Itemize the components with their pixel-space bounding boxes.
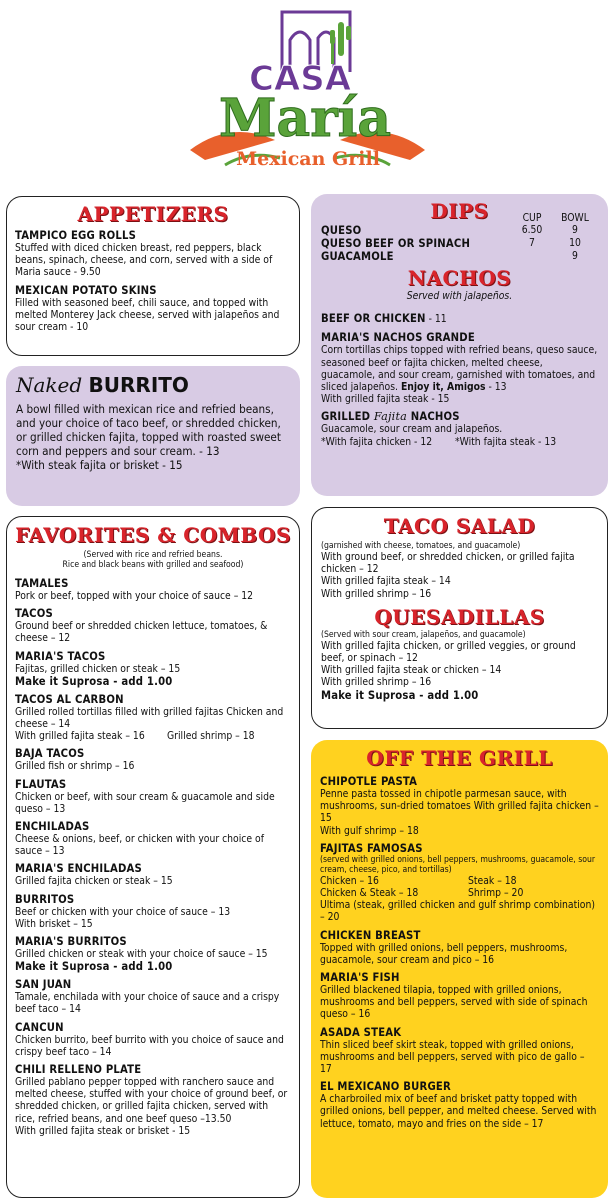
quesadillas-line: With grilled fajita steak or chicken – 14 <box>321 664 502 677</box>
favorite-item <box>15 693 291 743</box>
favorite-item <box>15 820 291 857</box>
taco-salad-title: TACO SALAD <box>383 514 536 538</box>
item-desc: Beef or chicken with your choice of sauce – 13 <box>15 905 231 918</box>
fajitas-ultima: Ultima (steak, grilled chicken and gulf shrimp combination) – 20 <box>320 899 595 924</box>
item-name: TAMPICO EGG ROLLS <box>15 229 137 242</box>
dip-cup: 6.50 <box>521 224 543 237</box>
dips-title: DIPS <box>430 199 489 223</box>
chipotle-extra: With gulf shrimp – 18 <box>320 824 419 837</box>
dips-col-cup: CUP <box>522 212 542 224</box>
item-name: TACOS <box>15 607 53 621</box>
favorite-item <box>15 893 291 930</box>
logo <box>0 0 615 190</box>
dips-nachos-panel <box>311 194 608 496</box>
item-name: TAMALES <box>15 577 69 590</box>
item-desc: Chicken burrito, beef burrito with you choice of sauce and crispy beef taco – 14 <box>15 1033 284 1058</box>
dip-bowl: 10 <box>569 237 581 250</box>
item-desc: Topped with grilled onions, bell peppers, mushrooms, guacamole, sour cream and pico – 16 <box>320 941 568 966</box>
dip-row <box>321 250 598 263</box>
favorites-panel <box>6 516 300 1198</box>
nachos-fajita-options <box>321 436 598 448</box>
favorites-list <box>15 577 291 1137</box>
dip-cup <box>512 250 552 263</box>
item-desc: With grilled fajita steak or brisket - 15 <box>15 1124 191 1137</box>
nachos-fajita-name <box>321 410 598 423</box>
item-desc: Fajitas, grilled chicken or steak – 15 <box>15 662 181 675</box>
chipotle-name: CHIPOTLE PASTA <box>320 775 418 788</box>
item-desc: Tamale, enchilada with your choice of sauce and a crispy beef taco – 14 <box>15 991 280 1016</box>
favorites-sub1: (Served with rice and refried beans. <box>83 550 223 560</box>
nachos-grande-text: Corn tortillas chips topped with refried beans, queso sauce, seasoned beef or fajita chicken, melted cheese, guacamole, and sour cream, garnished with tomatoes, and sliced jalapeños. <box>321 344 598 394</box>
item-suprosa: Make it Suprosa - add 1.00 <box>15 960 173 974</box>
favorite-item <box>15 978 291 1015</box>
dip-row <box>321 237 598 250</box>
burrito-title-rest: BURRITO <box>88 373 189 397</box>
nachos-beef-price: - 11 <box>425 313 447 326</box>
nachos-grande-steak: With grilled fajita steak - 15 <box>321 393 450 406</box>
nachos-fajita-desc: Guacamole, sour cream and jalapeños. <box>321 423 503 436</box>
item-desc: Grilled fajita chicken or steak – 15 <box>15 875 173 888</box>
item-desc: Grilled pablano pepper topped with ranchero sauce and melted cheese, stuffed with your choice of ground beef, or shredded chicken, or grilled fajita chicken, served with rice, refried beans, and one beef queso –13.50 <box>15 1076 288 1125</box>
grill-list <box>320 929 599 1130</box>
favorite-item <box>15 1063 291 1137</box>
item-desc: Filled with seasoned beef, chili sauce, and topped with melted Monterey Jack cheese, served with jalapeños and sour cream - 10 <box>15 296 280 334</box>
dip-bowl: 9 <box>572 250 578 263</box>
item-desc: Pork or beef, topped with your choice of sauce – 12 <box>15 590 254 602</box>
nachos-fajita-steak: *With fajita steak - 13 <box>455 435 557 448</box>
favorite-item <box>15 607 291 644</box>
appetizers-panel <box>6 196 300 356</box>
logo-maria: María <box>218 88 392 149</box>
nachos-grande-name: MARIA'S NACHOS GRANDE <box>321 331 475 345</box>
grill-item <box>320 1080 599 1130</box>
item-name: CHILI RELLENO PLATE <box>15 1063 142 1077</box>
item-name: EL MEXICANO BURGER <box>320 1080 451 1094</box>
grill-item <box>320 1026 599 1076</box>
dips-header <box>321 212 598 224</box>
dip-name: GUACAMOLE <box>321 250 394 264</box>
quesadillas-title: QUESADILLAS <box>374 604 545 629</box>
nachos-fajita-post: NACHOS <box>410 410 460 424</box>
nachos-fajita-italic: Fajita <box>373 410 408 424</box>
logo-mexican-grill: Mexican Grill <box>236 148 380 170</box>
item-name: ASADA STEAK <box>320 1025 402 1039</box>
nachos-title: NACHOS <box>407 266 512 291</box>
item-desc: With brisket – 15 <box>15 917 93 930</box>
fajitas-option: Chicken – 16 <box>320 874 379 887</box>
quesadillas-sub: (Served with sour cream, jalapeños, and guacamole) <box>321 629 526 640</box>
favorites-title: FAVORITES & COMBOS <box>15 523 291 547</box>
nachos-grande-price: - 13 <box>485 381 507 394</box>
logo-casa: CASA <box>248 59 352 99</box>
favorite-item <box>15 935 291 973</box>
grill-item <box>320 971 599 1021</box>
grill-item <box>320 929 599 966</box>
fajitas-row <box>320 875 599 887</box>
item-name: ENCHILADAS <box>15 820 90 834</box>
taco-salad-line: With ground beef, or shredded chicken, or grilled fajita chicken – 12 <box>321 551 575 576</box>
item-name: CHICKEN BREAST <box>320 928 421 942</box>
nachos-beef-name: BEEF OR CHICKEN <box>321 312 426 326</box>
quesadillas-suprosa: Make it Suprosa - add 1.00 <box>321 688 479 702</box>
burrito-note: *With steak fajita or brisket - 15 <box>16 458 183 472</box>
taco-salad-sub: (garnished with cheese, tomatoes, and guacamole) <box>321 541 521 551</box>
dips-col-bowl: BOWL <box>561 212 589 224</box>
item-desc: Grilled chicken or steak with your choice of sauce – 15 <box>15 948 268 961</box>
item-name: MARIA'S FISH <box>320 971 400 985</box>
nachos-fajita-pre: GRILLED <box>321 410 371 424</box>
fajitas-option: Shrimp – 20 <box>468 887 524 900</box>
item-desc: Grilled fish or shrimp – 16 <box>15 760 135 773</box>
item-name: FLAUTAS <box>15 777 67 791</box>
dip-row <box>321 224 598 237</box>
favorite-item <box>15 778 291 815</box>
nachos-subtitle: Served with jalapeños. <box>406 290 513 303</box>
burrito-title-italic: Naked <box>16 373 83 397</box>
grill-title: OFF THE GRILL <box>366 746 553 770</box>
item-desc: Ground beef or shredded chicken lettuce, tomatoes, & cheese – 12 <box>15 620 268 645</box>
item-name: BURRITOS <box>15 892 75 906</box>
dip-bowl: 9 <box>572 224 578 237</box>
favorite-item <box>15 1021 291 1058</box>
item-pair-left: With grilled fajita steak – 16 <box>15 730 145 743</box>
item-desc: A charbroiled mix of beef and brisket patty topped with grilled onions, bell pepper, and melted cheese. Served with lettuce, tomato, mayo and fries on the side – 17 <box>320 1093 597 1130</box>
item-desc: Grilled rolled tortillas filled with grilled fajitas Chicken and cheese – 14 <box>15 705 284 731</box>
dip-cup: 7 <box>529 237 535 250</box>
fajitas-name: FAJITAS FAMOSAS <box>320 841 423 855</box>
off-the-grill-panel <box>311 740 608 1198</box>
naked-burrito-panel <box>6 366 300 506</box>
item-desc: Thin sliced beef skirt steak, topped with grilled onions, mushrooms and bell peppers, served with pico de gallo – 17 <box>320 1038 585 1076</box>
item-name: MARIA'S ENCHILADAS <box>15 862 142 876</box>
favorite-item <box>15 747 291 772</box>
favorites-sub2: Rice and black beans with grilled and seafood) <box>62 560 244 570</box>
item-name: MARIA'S BURRITOS <box>15 935 127 949</box>
item-pair <box>15 730 291 742</box>
dip-name: QUESO <box>321 224 362 238</box>
item-name: CANCUN <box>15 1020 64 1034</box>
burrito-title <box>16 374 290 396</box>
item-desc: Stuffed with diced chicken breast, red peppers, black beans, spinach, cheese, and corn, served with a side of Maria sauce - 9.50 <box>15 242 273 279</box>
taco-salad-line: With grilled fajita steak – 14 <box>321 575 451 588</box>
nachos-grande-desc <box>321 344 598 393</box>
item-pair-right: Grilled shrimp – 18 <box>167 730 255 743</box>
burrito-desc: A bowl filled with mexican rice and refried beans, and your choice of taco beef, or shredded chicken, or grilled chicken fajita, topped with roasted sweet corn and peppers and sour cream. - 13 <box>16 402 281 458</box>
fajitas-row <box>320 887 599 899</box>
quesadillas-line: With grilled shrimp – 16 <box>321 676 432 689</box>
item-name: MEXICAN POTATO SKINS <box>15 283 157 297</box>
favorite-item <box>15 862 291 887</box>
item-desc: Cheese & onions, beef, or chicken with your choice of sauce – 13 <box>15 833 264 858</box>
quesadillas-line: With grilled fajita chicken, or grilled veggies, or ground beef, or spinach – 12 <box>321 639 576 665</box>
appetizers-title: APPETIZERS <box>77 202 229 226</box>
dip-name: QUESO BEEF OR SPINACH <box>321 237 471 251</box>
favorite-item <box>15 577 291 602</box>
fajitas-sub: (served with grilled onions, bell peppers, mushrooms, guacamole, sour cream, cheese, pico, and tortillas) <box>320 854 596 875</box>
item-suprosa: Make it Suprosa - add 1.00 <box>15 674 173 688</box>
fajitas-option: Steak – 18 <box>468 874 517 887</box>
item-name: MARIA'S TACOS <box>15 649 106 663</box>
item-desc: Chicken or beef, with sour cream & guacamole and side queso – 13 <box>15 790 275 815</box>
item-name: TACOS AL CARBON <box>15 692 124 706</box>
item-desc: Grilled blackened tilapia, topped with grilled onions, mushrooms and bell peppers, served with side of spinach queso – 16 <box>320 984 588 1021</box>
chipotle-desc: Penne pasta tossed in chipotle parmesan sauce, with mushrooms, sun-dried tomatoes With grilled fajita chicken – 15 <box>320 788 599 825</box>
item-name: BAJA TACOS <box>15 747 85 761</box>
favorite-item <box>15 650 291 688</box>
taco-salad-line: With grilled shrimp – 16 <box>321 587 432 600</box>
casa-maria-logo <box>0 0 615 190</box>
taco-salad-panel <box>311 507 608 729</box>
nachos-grande-enjoy: Enjoy it, Amigos <box>400 381 486 394</box>
fajitas-option: Chicken & Steak – 18 <box>320 887 419 900</box>
nachos-fajita-chicken: *With fajita chicken - 12 <box>321 435 433 448</box>
item-name: SAN JUAN <box>15 978 72 992</box>
